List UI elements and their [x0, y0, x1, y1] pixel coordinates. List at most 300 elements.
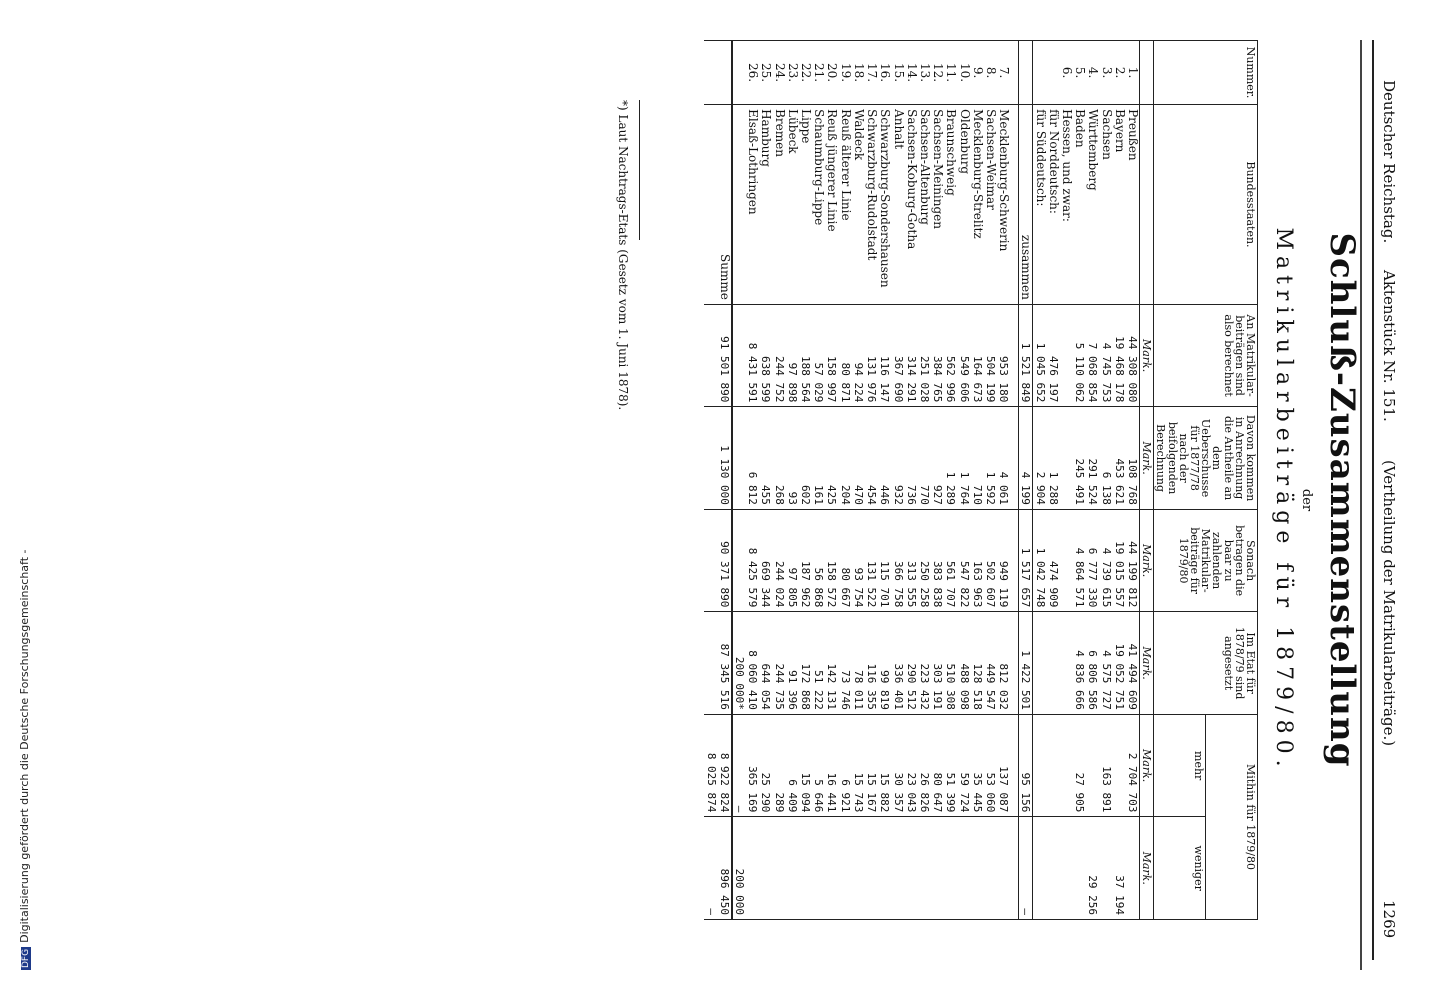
row-number: 2. — [1113, 41, 1126, 105]
row-state-name: Anhalt — [891, 105, 904, 305]
row-value-v2: 470 — [852, 407, 865, 510]
row-state-name: Sachsen-Altenburg — [918, 105, 931, 305]
row-value-v2: 245 491 — [1073, 407, 1086, 510]
row-state-name: Mecklenburg-Strelitz — [971, 105, 984, 305]
row-value-v2: 602 — [799, 407, 812, 510]
row-value-v1 — [1060, 304, 1073, 407]
row-value-v5: 35 445 — [971, 714, 984, 817]
row-number: 23. — [786, 41, 799, 105]
table-row — [772, 41, 785, 920]
col-header-budget-prior: Im Etat für 1878/79 sind angesetzt — [1154, 612, 1258, 715]
row-number: 10. — [957, 41, 970, 105]
dfg-logo: DFG — [21, 948, 31, 968]
net-blank — [704, 407, 717, 510]
row-value-v5: 30 357 — [891, 714, 904, 817]
row-number: 3. — [1099, 41, 1112, 105]
row-value-v3: 158 572 — [825, 509, 838, 612]
unit-label: Mark. — [1139, 817, 1153, 920]
net-total-row — [704, 41, 717, 920]
row-value-v4: 19 052 751 — [1113, 612, 1126, 715]
row-number — [1047, 41, 1060, 105]
row-value-v1: 244 752 — [772, 304, 785, 407]
row-value-v5: 51 399 — [944, 714, 957, 817]
table-row — [732, 41, 746, 920]
table-row — [865, 41, 878, 920]
row-value-v4: 116 355 — [865, 612, 878, 715]
row-value-v3: 97 805 — [786, 509, 799, 612]
row-number: 11. — [944, 41, 957, 105]
row-value-v5: 5 646 — [812, 714, 825, 817]
row-value-v3: 561 707 — [944, 509, 957, 612]
row-number: 8. — [984, 41, 997, 105]
net-total-value: 8 025 874 — [704, 714, 717, 817]
row-value-v5 — [1086, 714, 1099, 817]
row-number: 16. — [878, 41, 891, 105]
unit-label: Mark. — [1139, 407, 1153, 510]
row-value-v3: 19 015 557 — [1113, 509, 1126, 612]
table-row — [891, 41, 904, 920]
row-value-v6 — [957, 817, 970, 920]
row-state-name: Sachsen-Meiningen — [931, 105, 944, 305]
header-journal: Deutscher Reichstag. — [1380, 80, 1398, 244]
table-row — [944, 41, 957, 920]
total-value-v4: 87 345 516 — [718, 612, 732, 715]
row-value-v4: 128 518 — [971, 612, 984, 715]
unit-label: Mark. — [1139, 304, 1153, 407]
row-value-v2: 927 — [931, 407, 944, 510]
subtotal-row — [1019, 41, 1033, 920]
row-state-name: Reuß jüngerer Linie — [825, 105, 838, 305]
row-value-v5: — — [732, 714, 746, 817]
table-row — [852, 41, 865, 920]
table-row — [905, 41, 918, 920]
row-value-v4: 644 054 — [759, 612, 772, 715]
row-value-v2 — [1060, 407, 1073, 510]
row-value-v1: 251 028 — [918, 304, 931, 407]
row-value-v2: 2 904 — [1033, 407, 1047, 510]
row-value-v5: 15 094 — [799, 714, 812, 817]
row-value-v6 — [997, 817, 1010, 920]
col-header-assessed: An Matrikular-beiträgen sind also berechnet — [1154, 304, 1258, 407]
row-value-v1: 19 468 178 — [1113, 304, 1126, 407]
row-number — [1019, 41, 1033, 105]
row-state-name: Elsaß-Lothringen — [746, 105, 759, 305]
row-number: 17. — [865, 41, 878, 105]
unit-label: Mark. — [1139, 714, 1153, 817]
row-value-v4: 290 512 — [905, 612, 918, 715]
table-row — [931, 41, 944, 920]
row-value-v6 — [878, 817, 891, 920]
row-value-v2: 710 — [971, 407, 984, 510]
row-value-v2: 1 764 — [957, 407, 970, 510]
subtotal-value-v1: 1 521 849 — [1019, 304, 1033, 407]
row-number: 1. — [1126, 41, 1140, 105]
row-number: 14. — [905, 41, 918, 105]
row-value-v6 — [1073, 817, 1086, 920]
row-number: 4. — [1086, 41, 1099, 105]
row-value-v2: 204 — [839, 407, 852, 510]
footnote-rule — [639, 100, 640, 240]
row-value-v2: 108 768 — [1126, 407, 1140, 510]
row-value-v4: 73 746 — [839, 612, 852, 715]
row-value-v2: 1 288 — [1047, 407, 1060, 510]
row-value-v6 — [1060, 817, 1073, 920]
row-value-v2: 454 — [865, 407, 878, 510]
row-value-v6 — [786, 817, 799, 920]
row-value-v6 — [1033, 817, 1047, 920]
row-value-v5: 289 — [772, 714, 785, 817]
row-value-v2: 1 592 — [984, 407, 997, 510]
row-value-v5 — [1033, 714, 1047, 817]
header-rule — [1372, 40, 1374, 960]
header-document-number: Aktenstück Nr. 151. — [1380, 270, 1398, 422]
row-value-v3: 4 864 571 — [1073, 509, 1086, 612]
row-value-v1: 158 997 — [825, 304, 838, 407]
table-row — [997, 41, 1010, 920]
table-row — [799, 41, 812, 920]
row-state-name: Braunschweig — [944, 105, 957, 305]
table-row — [1099, 41, 1112, 920]
row-state-name: Waldeck — [852, 105, 865, 305]
row-state-name: Schaumburg-Lippe — [812, 105, 825, 305]
row-state-name: Bayern — [1113, 105, 1126, 305]
table-row — [786, 41, 799, 920]
row-value-v1: 384 765 — [931, 304, 944, 407]
row-value-v4: 223 432 — [918, 612, 931, 715]
row-value-v1: 188 564 — [799, 304, 812, 407]
row-number: 15. — [891, 41, 904, 105]
row-value-v3: 383 838 — [931, 509, 944, 612]
row-value-v5 — [1113, 714, 1126, 817]
row-state-name: Schwarzburg-Rudolstadt — [865, 105, 878, 305]
row-number: 19. — [839, 41, 852, 105]
row-value-v6: 200 000 — [732, 817, 746, 920]
row-number: 24. — [772, 41, 785, 105]
row-value-v1: 314 291 — [905, 304, 918, 407]
row-value-v3: 474 909 — [1047, 509, 1060, 612]
row-value-v3: 547 822 — [957, 509, 970, 612]
row-value-v5: 59 724 — [957, 714, 970, 817]
row-value-v6 — [918, 817, 931, 920]
row-value-v3: 949 119 — [997, 509, 1010, 612]
row-value-v3: 250 258 — [918, 509, 931, 612]
row-value-v1: 476 197 — [1047, 304, 1060, 407]
table-row — [812, 41, 825, 920]
net-blank — [704, 509, 717, 612]
row-value-v6: 29 256 — [1086, 817, 1099, 920]
col-header-credited: Davon kommen in Anrechnung die Antheile an dem Ueberschusse für 1877/78 nach der beifolgenden Berechnung — [1154, 407, 1258, 510]
row-value-v1: 164 673 — [971, 304, 984, 407]
row-value-v3 — [732, 509, 746, 612]
title-connector: der — [1299, 488, 1314, 512]
row-value-v5: 2 704 703 — [1126, 714, 1140, 817]
subtotal-label: zusammen — [1019, 105, 1033, 305]
row-value-v5: 25 290 — [759, 714, 772, 817]
row-value-v5: 53 060 — [984, 714, 997, 817]
row-state-name: Lippe — [799, 105, 812, 305]
row-state-name: Sachsen — [1099, 105, 1112, 305]
row-value-v5: 23 043 — [905, 714, 918, 817]
net-total-dash: — — [704, 817, 717, 920]
table-row — [1073, 41, 1086, 920]
row-state-name: Württemberg — [1086, 105, 1099, 305]
row-value-v1: 80 871 — [839, 304, 852, 407]
row-value-v2: 446 — [878, 407, 891, 510]
row-value-v4: 99 819 — [878, 612, 891, 715]
table-row — [1086, 41, 1099, 920]
row-value-v6 — [931, 817, 944, 920]
row-value-v1: 57 029 — [812, 304, 825, 407]
row-number: 22. — [799, 41, 812, 105]
row-value-v6 — [852, 817, 865, 920]
spacer-cell — [1010, 714, 1019, 817]
row-value-v5: 137 087 — [997, 714, 1010, 817]
row-value-v3: 131 522 — [865, 509, 878, 612]
row-state-name — [732, 105, 746, 305]
row-state-name: Sachsen-Koburg-Gotha — [905, 105, 918, 305]
row-state-name: Hamburg — [759, 105, 772, 305]
spacer-row — [1010, 41, 1019, 920]
row-value-v4 — [1060, 612, 1073, 715]
document-page — [380, 40, 1400, 960]
row-value-v4: 78 011 — [852, 612, 865, 715]
row-value-v1: 504 199 — [984, 304, 997, 407]
row-value-v1: 44 308 080 — [1126, 304, 1140, 407]
unit-row — [1139, 41, 1153, 920]
row-value-v4: 510 308 — [944, 612, 957, 715]
row-value-v6 — [984, 817, 997, 920]
col-header-states: Bundesstaaten. — [1154, 105, 1258, 305]
row-state-name: Sachsen-Weimar — [984, 105, 997, 305]
row-value-v3: 163 963 — [971, 509, 984, 612]
row-value-v4: 303 191 — [931, 612, 944, 715]
unit-blank — [1139, 41, 1153, 105]
row-value-v2: 425 — [825, 407, 838, 510]
row-number: 9. — [971, 41, 984, 105]
subtotal-value-v5: 95 156 — [1019, 714, 1033, 817]
row-value-v2: 268 — [772, 407, 785, 510]
row-number — [718, 41, 732, 105]
row-value-v4: 488 098 — [957, 612, 970, 715]
row-value-v6 — [759, 817, 772, 920]
row-value-v6 — [799, 817, 812, 920]
row-value-v4: 449 547 — [984, 612, 997, 715]
row-value-v2: 736 — [905, 407, 918, 510]
row-value-v5: 26 826 — [918, 714, 931, 817]
row-state-name: Schwarzburg-Sondershausen — [878, 105, 891, 305]
unit-label: Mark. — [1139, 612, 1153, 715]
table-row — [825, 41, 838, 920]
row-value-v1: 1 045 652 — [1033, 304, 1047, 407]
subtotal-value-v6: — — [1019, 817, 1033, 920]
table-row — [1060, 41, 1073, 920]
row-state-name: für Süddeutsch: — [1033, 105, 1047, 305]
row-value-v2: 93 — [786, 407, 799, 510]
row-state-name: für Norddeutsch: — [1047, 105, 1060, 305]
table-row — [839, 41, 852, 920]
row-value-v3 — [1060, 509, 1073, 612]
row-state-name: Bremen — [772, 105, 785, 305]
row-value-v5: 80 647 — [931, 714, 944, 817]
table-row — [759, 41, 772, 920]
footnote-text: *) Laut Nachtrags-Etats (Gesetz vom 1. Juni 1878). — [616, 100, 630, 411]
row-value-v1: 97 898 — [786, 304, 799, 407]
row-value-v2: 161 — [812, 407, 825, 510]
row-value-v2 — [732, 407, 746, 510]
row-value-v3: 56 868 — [812, 509, 825, 612]
row-state-name: Preußen — [1126, 105, 1140, 305]
row-value-v3: 4 739 615 — [1099, 509, 1112, 612]
row-value-v1: 131 976 — [865, 304, 878, 407]
row-value-v1: 638 599 — [759, 304, 772, 407]
row-value-v1: 8 431 591 — [746, 304, 759, 407]
total-label: Summe — [718, 105, 732, 305]
unit-blank — [1139, 105, 1153, 305]
spacer-cell — [1010, 817, 1019, 920]
row-value-v6 — [746, 817, 759, 920]
row-value-v6 — [1126, 817, 1140, 920]
row-value-v5: 15 882 — [878, 714, 891, 817]
row-value-v5: 6 921 — [839, 714, 852, 817]
col-header-payable: Sonach betragen die baar zu zahlenden Matrikular-beiträge für 1879/80 — [1154, 509, 1258, 612]
row-value-v5: 365 169 — [746, 714, 759, 817]
row-value-v6 — [865, 817, 878, 920]
row-value-v4: 244 735 — [772, 612, 785, 715]
row-state-name: Baden — [1073, 105, 1086, 305]
row-value-v1: 367 690 — [891, 304, 904, 407]
row-state-name: Reuß älterer Linie — [839, 105, 852, 305]
row-value-v6 — [1099, 817, 1112, 920]
row-number: 20. — [825, 41, 838, 105]
row-value-v3: 80 667 — [839, 509, 852, 612]
digitization-credit — [18, 550, 31, 970]
row-value-v3: 6 777 330 — [1086, 509, 1099, 612]
row-value-v1: 549 606 — [957, 304, 970, 407]
row-value-v4: 812 032 — [997, 612, 1010, 715]
row-value-v4: 172 868 — [799, 612, 812, 715]
row-value-v3: 313 555 — [905, 509, 918, 612]
table-row — [1113, 41, 1126, 920]
table-row — [984, 41, 997, 920]
row-value-v1 — [732, 304, 746, 407]
row-value-v4: 142 131 — [825, 612, 838, 715]
total-value-v1: 91 501 890 — [718, 304, 732, 407]
spacer-cell — [1010, 41, 1019, 105]
net-blank — [704, 612, 717, 715]
header-page-number: 1269 — [1380, 900, 1398, 939]
row-value-v1: 953 180 — [997, 304, 1010, 407]
table-row — [1126, 41, 1140, 920]
row-number: 5. — [1073, 41, 1086, 105]
contributions-table — [704, 40, 1258, 920]
row-value-v3: 187 962 — [799, 509, 812, 612]
row-value-v5 — [1047, 714, 1060, 817]
col-header-difference: Mithin für 1879/80 — [1206, 714, 1258, 919]
subtotal-value-v3: 1 517 657 — [1019, 509, 1033, 612]
row-value-v4: 91 396 — [786, 612, 799, 715]
net-blank — [704, 105, 717, 305]
subtotal-value-v2: 4 199 — [1019, 407, 1033, 510]
document-subtitle: Matrikularbeiträge für 1879/80. — [1271, 227, 1296, 773]
row-value-v4 — [1047, 612, 1060, 715]
row-value-v5: 163 891 — [1099, 714, 1112, 817]
total-value-more-gross: 8 922 824 — [718, 714, 732, 817]
row-state-name: Mecklenburg-Schwerin — [997, 105, 1010, 305]
spacer-cell — [1010, 105, 1019, 305]
row-value-v2: 455 — [759, 407, 772, 510]
row-value-v2: 1 289 — [944, 407, 957, 510]
row-value-v5: 15 743 — [852, 714, 865, 817]
table-row — [957, 41, 970, 920]
row-value-v6 — [825, 817, 838, 920]
row-value-v2: 4 061 — [997, 407, 1010, 510]
row-value-v4: 336 401 — [891, 612, 904, 715]
row-value-v6 — [971, 817, 984, 920]
row-value-v4: 4 575 727 — [1099, 612, 1112, 715]
document-title: Schluß-Zusammenstellung — [1322, 232, 1362, 768]
spacer-cell — [1010, 304, 1019, 407]
total-value-less: 896 450 — [718, 817, 732, 920]
net-blank — [704, 304, 717, 407]
col-header-less: weniger — [1154, 817, 1206, 920]
row-value-v4: 51 222 — [812, 612, 825, 715]
row-value-v2: 770 — [918, 407, 931, 510]
row-value-v4: 41 494 609 — [1126, 612, 1140, 715]
row-number: 6. — [1060, 41, 1073, 105]
spacer-cell — [1010, 509, 1019, 612]
row-number: 26. — [746, 41, 759, 105]
row-value-v5: 16 441 — [825, 714, 838, 817]
table-row — [971, 41, 984, 920]
row-value-v1: 94 224 — [852, 304, 865, 407]
row-value-v1: 7 068 854 — [1086, 304, 1099, 407]
net-blank — [704, 41, 717, 105]
row-value-v1: 562 996 — [944, 304, 957, 407]
row-number — [1033, 41, 1047, 105]
table-row — [1033, 41, 1047, 920]
row-number: 21. — [812, 41, 825, 105]
row-value-v5: 6 409 — [786, 714, 799, 817]
row-value-v3: 244 024 — [772, 509, 785, 612]
footnote — [616, 100, 630, 410]
row-value-v3: 93 754 — [852, 509, 865, 612]
row-value-v6 — [944, 817, 957, 920]
row-value-v6 — [839, 817, 852, 920]
row-value-v4: 8 060 410 — [746, 612, 759, 715]
row-number: 12. — [931, 41, 944, 105]
row-value-v1: 4 745 753 — [1099, 304, 1112, 407]
row-value-v3: 502 607 — [984, 509, 997, 612]
digitization-credit-text: Digitalisierung gefördert durch die Deutsche Forschungsgemeinschaft - — [18, 549, 31, 943]
table-row — [746, 41, 759, 920]
row-value-v3: 44 199 812 — [1126, 509, 1140, 612]
row-value-v1: 5 110 062 — [1073, 304, 1086, 407]
row-value-v4 — [1033, 612, 1047, 715]
row-value-v4: 6 806 586 — [1086, 612, 1099, 715]
header-topic: (Vertheilung der Matrikularbeiträge.) — [1380, 460, 1398, 747]
row-value-v6 — [812, 817, 825, 920]
row-state-name: Oldenburg — [957, 105, 970, 305]
row-number: 13. — [918, 41, 931, 105]
row-value-v1: 116 147 — [878, 304, 891, 407]
col-header-more: mehr — [1154, 714, 1206, 817]
row-state-name: Lübeck — [786, 105, 799, 305]
total-value-v3: 90 371 890 — [718, 509, 732, 612]
row-value-v4: 200 000* — [732, 612, 746, 715]
unit-label: Mark. — [1139, 509, 1153, 612]
row-number: 18. — [852, 41, 865, 105]
total-row — [718, 41, 732, 920]
